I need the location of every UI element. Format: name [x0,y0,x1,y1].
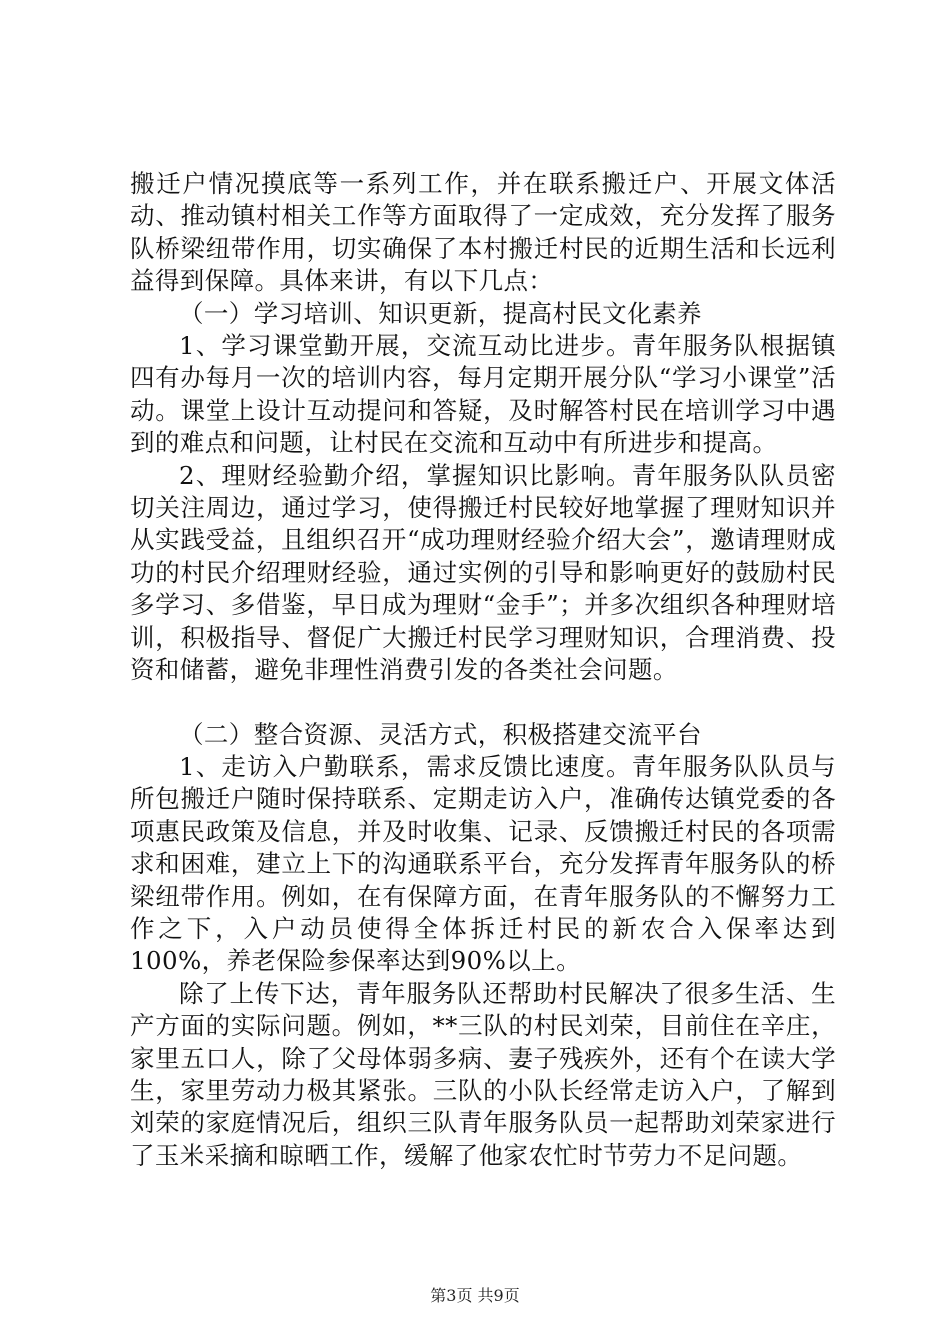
paragraph-finance: 2、理财经验勤介绍，掌握知识比影响。青年服务队队员密切关注周边，通过学习，使得搬迁村民较好地掌握了理财知识并从实践受益，且组织召开“成功理财经验介绍大会”，邀请理财成功的村民介绍理财经验，通过实例的引导和影响更好的鼓励村民多学习、多借鉴，早日成为理财“金手”；并多次组织各种理财培训，积极指导、督促广大搬迁村民学习理财知识，合理消费、投资和储蓄，避免非理性消费引发的各类社会问题。 [130,460,836,685]
paragraph-spacer [130,687,836,719]
section-heading-2: （二）整合资源、灵活方式，积极搭建交流平台 [179,719,702,749]
section-heading-1: （一）学习培训、知识更新，提高村民文化素养 [179,298,702,328]
paragraph-example: 除了上传下达，青年服务队还帮助村民解决了很多生活、生产方面的实际问题。例如，**三队的村民刘荣，目前住在辛庄，家里五口人，除了父母体弱多病、妻子残疾外，还有个在读大学生，家里劳动力极其紧张。三队的小队长经常走访入户，了解到刘荣的家庭情况后，组织三队青年服务队员一起帮助刘荣家进行了玉米采摘和晾晒工作，缓解了他家农忙时节劳力不足问题。 [130,978,836,1170]
paragraph-study-class: 1、学习课堂勤开展，交流互动比进步。青年服务队根据镇四有办每月一次的培训内容，每月定期开展分队“学习小课堂”活动。课堂上设计互动提问和答疑，及时解答村民在培训学习中遇到的难点和问题，让村民在交流和互动中有所进步和提高。 [130,331,836,458]
document-body [130,168,836,1172]
paragraph-visits: 1、走访入户勤联系，需求反馈比速度。青年服务队队员与所包搬迁户随时保持联系、定期走访入户，准确传达镇党委的各项惠民政策及信息，并及时收集、记录、反馈搬迁村民的各项需求和困难，建立上下的沟通联系平台，充分发挥青年服务队的桥梁纽带作用。例如，在有保障方面，在青年服务队的不懈努力工作之下，入户动员使得全体拆迁村民的新农合入保率达到100%，养老保险参保率达到90%以上。 [130,751,836,976]
page-footer: 第3页 共9页 [430,1286,520,1305]
paragraph-intro: 搬迁户情况摸底等一系列工作，并在联系搬迁户、开展文体活动、推动镇村相关工作等方面取得了一定成效，充分发挥了服务队桥梁纽带作用，切实确保了本村搬迁村民的近期生活和长远利益得到保障。具体来讲，有以下几点： [130,169,836,296]
